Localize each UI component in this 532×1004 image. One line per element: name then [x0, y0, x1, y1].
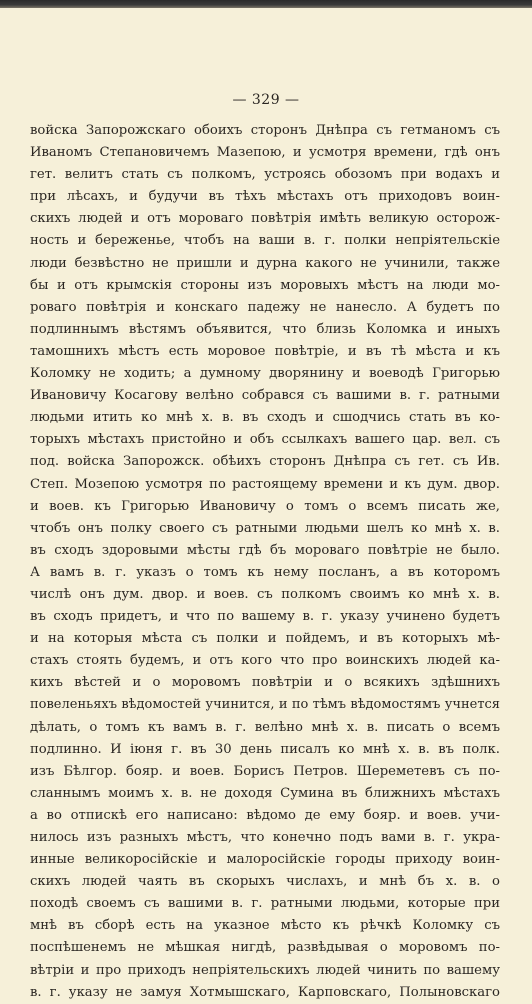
page-top-edge — [0, 0, 532, 8]
text-line: походѣ своемъ съ вашими в. г. ратными людьми, которые при — [30, 896, 500, 912]
text-line: при лѣсахъ, и будучи въ тѣхъ мѣстахъ отъ приходовъ воин- — [30, 189, 500, 205]
text-line: числѣ онъ дум. двор. и воев. съ полкомъ своимъ ко мнѣ х. в. — [30, 586, 500, 602]
text-line: кихъ вѣстей и о моровомъ повѣтріи и о всякихъ здѣшнихъ — [30, 675, 500, 691]
text-line: торыхъ мѣстахъ пристойно и объ ссылкахъ вашего цар. вел. съ — [30, 432, 500, 448]
text-line: повеленьяхъ вѣдомостей учинится, и по тѣмъ вѣдомостямъ учнется — [30, 697, 500, 713]
text-line: поспѣшенемъ не мѣшкая нигдѣ, развѣдывая о моровомъ по- — [30, 940, 500, 956]
text-line: люди безвѣстно не пришли и дурна какого не учинили, также — [30, 255, 500, 271]
text-line: ность и береженье, чтобъ на ваши в. г. полки непріятельскіе — [30, 233, 500, 249]
text-line: мнѣ въ сборѣ есть на указное мѣсто къ рѣчкѣ Коломку съ — [30, 918, 500, 934]
body-text — [30, 120, 500, 1004]
text-line: скихъ людей и отъ мороваго повѣтрія имѣть великую осторож- — [30, 211, 500, 227]
text-line: стахъ стоять будемъ, и отъ кого что про воинскихъ людей ка- — [30, 653, 500, 669]
text-line: и на которыя мѣста съ полки и пойдемъ, и въ которыхъ мѣ- — [30, 631, 500, 647]
text-line: скихъ людей чаять въ скорыхъ числахъ, и мнѣ бъ х. в. о — [30, 874, 500, 890]
page-number: — 329 — — [232, 92, 300, 108]
text-line: гет. велитъ стать съ полкомъ, устроясь обозомъ при водахъ и — [30, 167, 500, 183]
text-line: и воев. къ Григорью Ивановичу о томъ о всемъ писать же, — [30, 498, 500, 514]
text-line: подлиннымъ вѣстямъ объявится, что близь Коломка и иныхъ — [30, 321, 500, 337]
text-line: в. г. указу не замуя Хотмышскаго, Карповскаго, Полыновскаго — [30, 984, 500, 1000]
text-line: инные великоросійскіе и малоросійскіе городы приходу воин- — [30, 852, 500, 868]
text-line: нилось изъ разныхъ мѣстъ, что конечно подъ вами в. г. укра- — [30, 830, 500, 845]
text-line: изъ Бѣлгор. бояр. и воев. Борисъ Петров. Шереметевъ съ по- — [30, 763, 500, 779]
text-line: въ сходъ здоровыми мѣсты гдѣ бъ мороваго повѣтріе не было. — [30, 542, 500, 558]
text-line: Степ. Мозепою усмотря по растоящему времени и къ дум. двор. — [30, 476, 500, 492]
text-line: бы и отъ крымскія стороны изъ моровыхъ мѣстъ на люди мо- — [30, 277, 500, 293]
text-line: въ сходъ придетъ, и что по вашему в. г. указу учинено будетъ — [30, 609, 500, 625]
text-line: Иваномъ Степановичемъ Мазепою, и усмотря времени, гдѣ онъ — [30, 145, 500, 161]
text-line: людьми итить ко мнѣ х. в. въ сходъ и сшодчись стать въ ко- — [30, 410, 500, 426]
text-line: чтобъ онъ полку своего съ ратными людьми шелъ ко мнѣ х. в. — [30, 520, 500, 536]
text-line: под. войска Запорожск. обѣихъ сторонъ Днѣпра съ гет. съ Ив. — [30, 454, 500, 470]
text-line: Коломку не ходить; а думному дворянину и воеводѣ Григорью — [30, 366, 500, 382]
text-line: вѣтріи и про приходъ непріятельскихъ людей чинить по вашему — [30, 962, 500, 978]
text-line: войска Запорожскаго обоихъ сторонъ Днѣпра съ гетманомъ съ — [30, 123, 500, 138]
text-line: а во отпискѣ его написано: вѣдомо де ему бояр. и воев. учи- — [30, 807, 500, 823]
text-line: сланнымъ моимъ х. в. не доходя Сумина въ ближнихъ мѣстахъ — [30, 785, 500, 801]
text-line: подлинно. И іюня г. въ 30 день писалъ ко мнѣ х. в. въ полк. — [30, 741, 500, 757]
text-line: тамошнихъ мѣстъ есть моровое повѣтріе, и въ тѣ мѣста и къ — [30, 343, 500, 359]
text-line: А вамъ в. г. указъ о томъ къ нему посланъ, а въ которомъ — [30, 564, 500, 580]
text-line: роваго повѣтрія и конскаго падежу не нанесло. А будетъ по — [30, 299, 500, 315]
text-line: дѣлать, о томъ къ вамъ в. г. велѣно мнѣ х. в. писать о всемъ — [30, 719, 500, 735]
text-line: Ивановичу Косагову велѣно собрався съ вашими в. г. ратными — [30, 388, 500, 404]
